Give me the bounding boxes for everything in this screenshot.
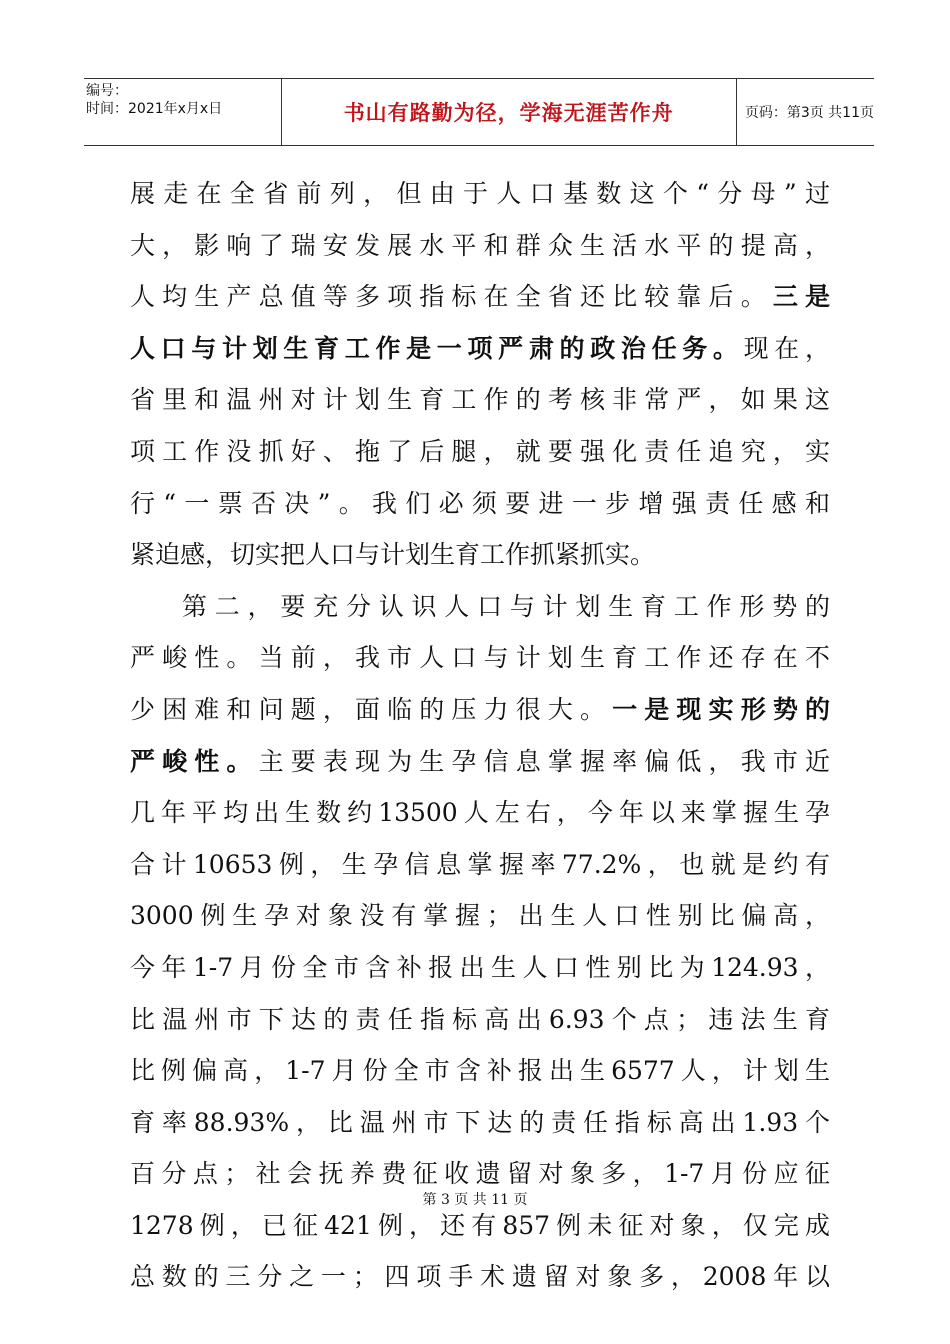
- emphasis-run: 一是现实形势的: [612, 694, 830, 724]
- serial-label: 编号：: [86, 83, 128, 99]
- text-line: 比例偏高，1-7月份全市含补报出生6577人，计划生: [130, 1056, 830, 1086]
- text-line: 严峻性。当前，我市人口与计划生育工作还存在不: [130, 643, 830, 673]
- document-body: [130, 168, 830, 1303]
- text-run: 主要表现为生孕信息掌握率偏低，我市近: [258, 746, 830, 776]
- text-line: 合计10653例，生孕信息掌握率77.2%，也就是约有: [130, 849, 830, 879]
- text-run: 少困难和问题，面临的压力很大。: [130, 694, 613, 724]
- text-line: [130, 323, 830, 375]
- text-line: [130, 684, 830, 736]
- page-header: [84, 78, 874, 146]
- page-footer: 第 3 页 共 11 页: [422, 1192, 528, 1208]
- text-line: 省里和温州对计划生育工作的考核非常严，如果这: [130, 385, 830, 415]
- emphasis-run: 人口与计划生育工作是一项严肃的政治任务。: [130, 333, 744, 363]
- text-line: 展走在全省前列，但由于人口基数这个“分母”过: [130, 179, 830, 208]
- text-line: 比温州市下达的责任指标高出6.93个点；违法生育: [130, 1004, 830, 1034]
- text-line: 行“一票否决”。我们必须要进一步增强责任感和: [130, 488, 830, 518]
- text-line: 3000例生孕对象没有掌握；出生人口性别比偏高，: [130, 901, 830, 931]
- text-line: 百分点；社会抚养费征收遗留对象多，1-7月份应征: [130, 1159, 830, 1189]
- emphasis-run: 严峻性。: [130, 746, 259, 776]
- text-line: [130, 271, 830, 323]
- text-line: 项工作没抓好、拖了后腿，就要强化责任追究，实: [130, 436, 830, 466]
- text-line: 大，影响了瑞安发展水平和群众生活水平的提高，: [130, 230, 830, 260]
- text-run: 人均生产总值等多项指标在全省还比较靠后。: [130, 282, 773, 312]
- text-line: 总数的三分之一；四项手术遗留对象多，2008年以: [130, 1262, 830, 1292]
- text-line: 1278例，已征421例，还有857例未征对象，仅完成: [130, 1210, 830, 1240]
- text-line: 紧迫感，切实把人口与计划生育工作抓紧抓实。: [130, 540, 656, 570]
- emphasis-run: 三是: [772, 282, 830, 312]
- text-run: 现在，: [743, 333, 830, 363]
- header-motto: 书山有路勤为径，学海无涯苦作舟: [282, 79, 737, 145]
- time-label: 时间：2021年x月x日: [86, 101, 223, 117]
- text-line: 几年平均出生数约13500人左右，今年以来掌握生孕: [130, 798, 830, 828]
- text-line: 第二，要充分认识人口与计划生育工作形势的: [182, 591, 830, 621]
- header-page-info: 页码：第3页 共11页: [744, 105, 874, 121]
- header-meta: [84, 79, 282, 145]
- text-line: 育率88.93%，比温州市下达的责任指标高出1.93个: [130, 1107, 830, 1137]
- text-line: 今年1-7月份全市含补报出生人口性别比为124.93，: [130, 952, 830, 982]
- text-line: [130, 736, 830, 788]
